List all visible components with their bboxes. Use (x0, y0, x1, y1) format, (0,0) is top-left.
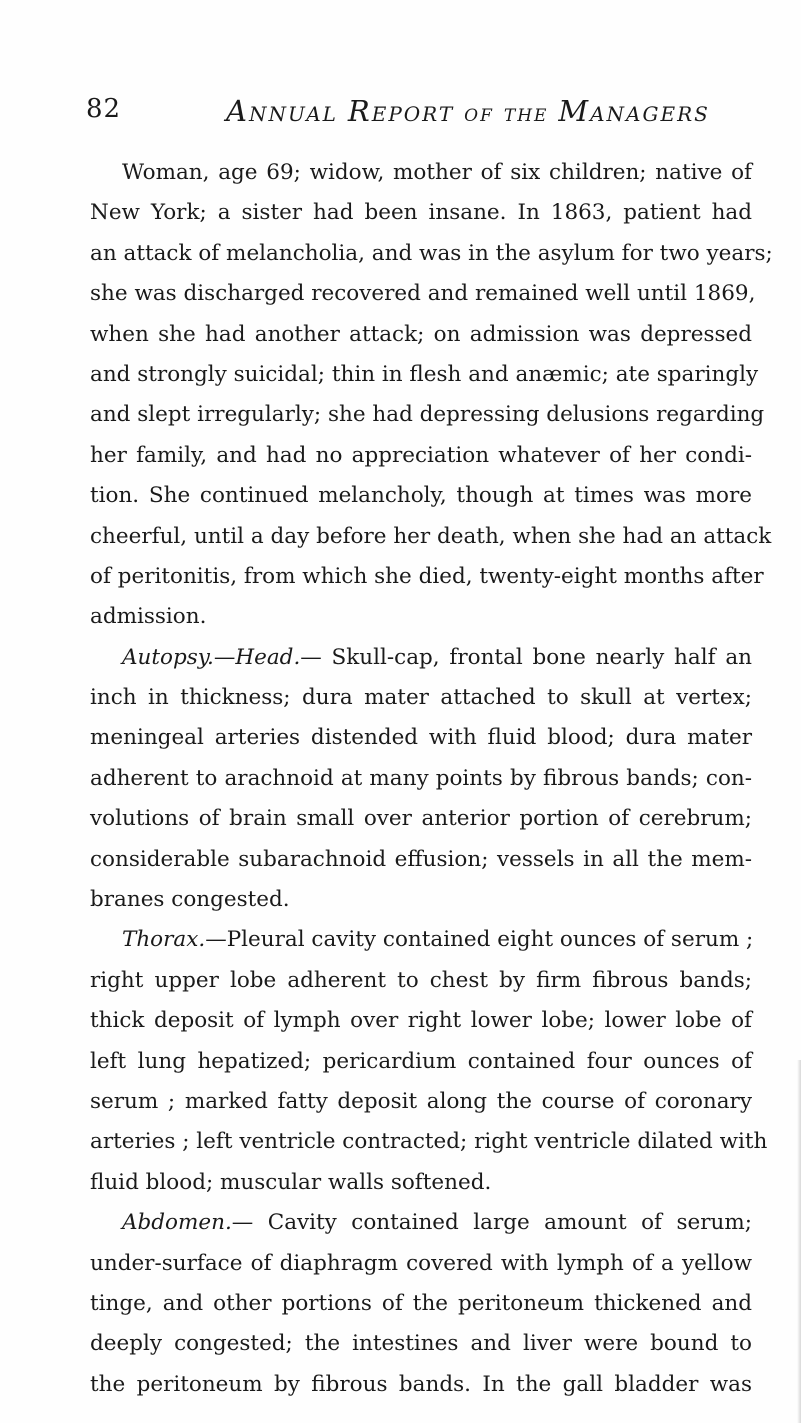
text-line (90, 1122, 768, 1162)
text-line (90, 517, 772, 557)
line-text: volutions of brain small over anterior portion of cerebrum; (90, 806, 752, 832)
text-line (90, 638, 752, 678)
text-line (90, 597, 752, 637)
text-line (90, 799, 752, 839)
running-head (86, 94, 746, 134)
text-line (90, 1203, 752, 1243)
line-text: — (213, 644, 236, 670)
line-text: when she had another attack; on admission was depressed (90, 321, 752, 347)
text-line (90, 759, 752, 799)
text-line (90, 436, 752, 476)
line-text: considerable subarachnoid effusion; vessels in all the mem- (90, 846, 752, 872)
line-text: her family, and had no appreciation whatever of her condi- (90, 442, 752, 468)
line-text: branes congested. (90, 887, 290, 913)
text-line (90, 476, 752, 516)
line-text: tion. She continued melancholy, though at times was more (90, 483, 752, 509)
text-line (90, 1042, 752, 1082)
line-text: the peritoneum by fibrous bands. In the gall bladder was (90, 1371, 752, 1397)
text-line (90, 355, 759, 395)
text-line (90, 1324, 752, 1364)
section-heading: Head. (235, 644, 301, 670)
header-title-text: ANNUAL REPORT OF THE MANAGERS (226, 94, 710, 128)
text-line (90, 274, 756, 314)
text-line (90, 1082, 752, 1122)
line-text: arteries ; left ventricle contracted; right ventricle dilated with (90, 1129, 768, 1155)
text-line (90, 193, 752, 233)
page-edge-shadow (797, 1060, 801, 1423)
text-line (90, 880, 752, 920)
line-text: — Skull-cap, frontal bone nearly half an (300, 644, 752, 670)
text-line (90, 1163, 752, 1203)
line-text: deeply congested; the intestines and liver were bound to (90, 1331, 752, 1357)
line-text: under-surface of diaphragm covered with lymph of a yellow (90, 1250, 752, 1276)
running-head-title (226, 94, 710, 128)
line-text: and strongly suicidal; thin in flesh and anæmic; ate sparingly (90, 361, 759, 387)
line-text: tinge, and other portions of the peritoneum thickened and (90, 1290, 752, 1316)
line-text: an attack of melancholia, and was in the asylum for two years; (90, 240, 773, 266)
text-line (90, 1001, 752, 1041)
line-text: and slept irregularly; she had depressing delusions regarding (90, 402, 765, 428)
text-line (90, 718, 752, 758)
page-number: 82 (86, 94, 122, 124)
line-text: right upper lobe adherent to chest by firm fibrous bands; (90, 967, 752, 993)
text-line (90, 1284, 752, 1324)
text-line (90, 153, 752, 193)
body-text (90, 153, 773, 1405)
line-text: inch in thickness; dura mater attached to skull at vertex; (90, 685, 752, 711)
line-text: left lung hepatized; pericardium contained four ounces of (90, 1048, 752, 1074)
line-text: —Pleural cavity contained eight ounces of serum ; (205, 927, 754, 953)
line-text: of peritonitis, from which she died, twenty-eight months after (90, 563, 764, 589)
line-text: meningeal arteries distended with fluid blood; dura mater (90, 725, 752, 751)
section-heading: Abdomen. (122, 1210, 232, 1236)
section-heading: Thorax. (122, 927, 206, 953)
line-text: cheerful, until a day before her death, when she had an attack (90, 523, 772, 549)
line-text: admission. (90, 604, 207, 630)
text-line (90, 1365, 752, 1405)
line-text: fluid blood; muscular walls softened. (90, 1169, 492, 1195)
text-line (90, 395, 765, 435)
text-line (90, 920, 752, 960)
section-heading: Autopsy. (122, 644, 214, 670)
text-line (90, 678, 752, 718)
line-text: serum ; marked fatty deposit along the course of coronary (90, 1088, 752, 1114)
line-text: Woman, age 69; widow, mother of six children; native of (122, 160, 752, 185)
text-line (90, 1244, 752, 1284)
text-line (90, 961, 752, 1001)
line-text: thick deposit of lymph over right lower lobe; lower lobe of (90, 1008, 752, 1034)
line-text: — Cavity contained large amount of serum; (231, 1210, 752, 1236)
text-line (90, 234, 773, 274)
line-text: adherent to arachnoid at many points by fibrous bands; con- (90, 765, 752, 791)
line-text: New York; a sister had been insane. In 1863, patient had (90, 200, 752, 226)
text-line (90, 840, 752, 880)
text-line (90, 557, 764, 597)
text-line (90, 315, 752, 355)
line-text: she was discharged recovered and remained well until 1869, (90, 281, 756, 307)
